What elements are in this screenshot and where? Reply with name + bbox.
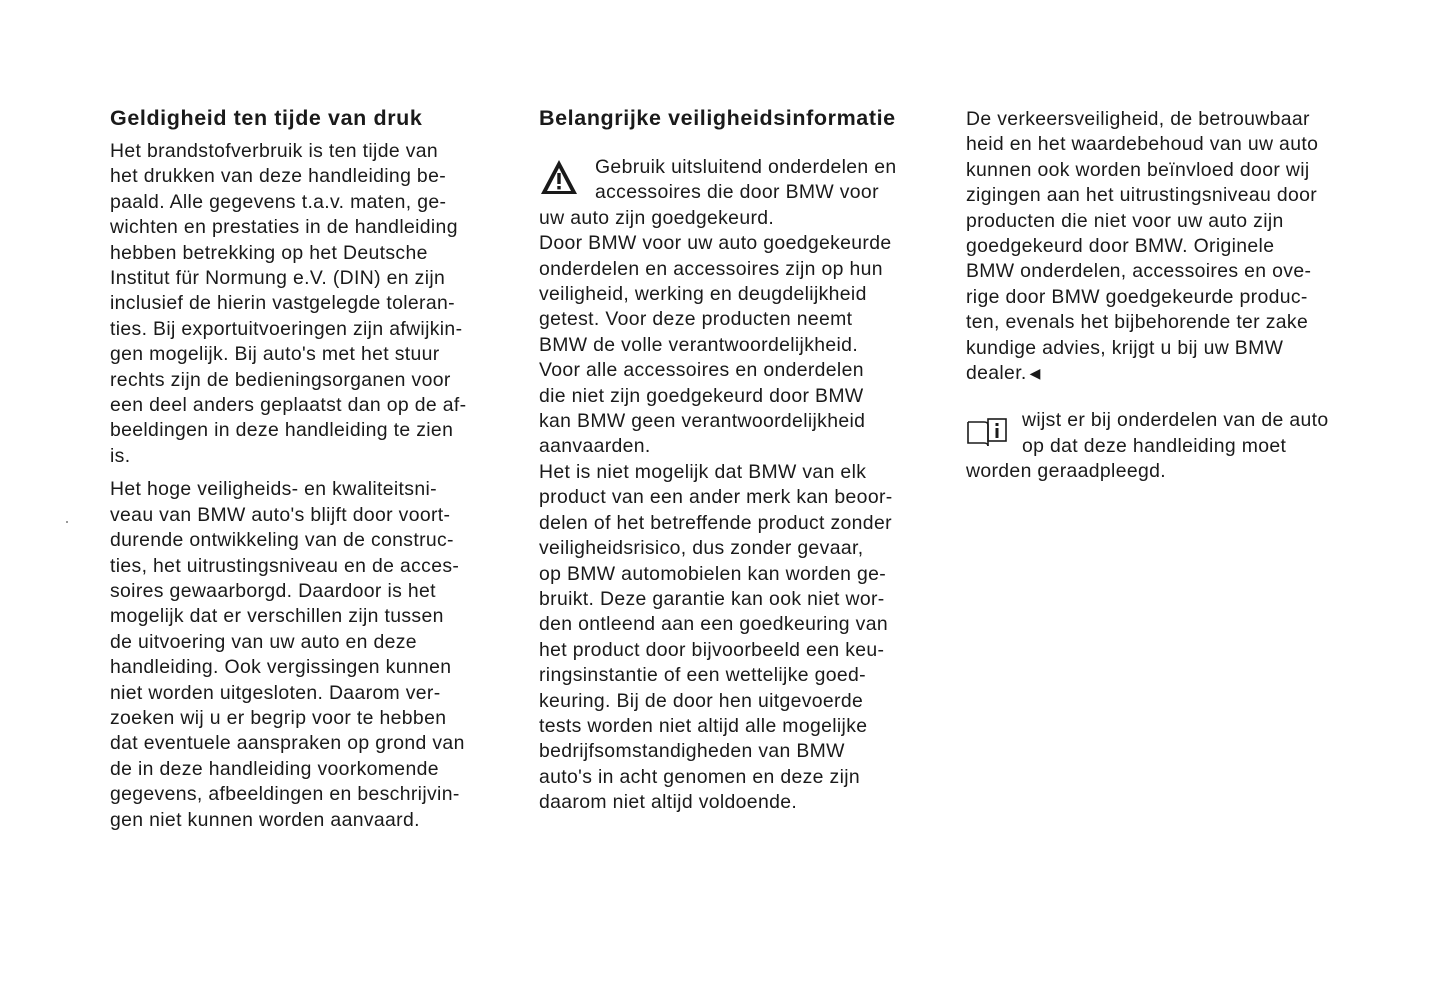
text-line: BMW onderdelen, accessoires en ove-	[966, 260, 1312, 283]
text-line: de uitvoering van uw auto en deze	[110, 630, 417, 653]
warning-triangle-icon	[539, 158, 579, 196]
text-line: heid en het waardebehoud van uw auto	[966, 133, 1319, 156]
text-line: Het hoge veiligheids- en kwaliteitsni-	[110, 478, 437, 501]
info-line: op dat deze handleiding moet	[1022, 434, 1287, 457]
text-line: inclusief de hierin vastgelegde toleran-	[110, 292, 455, 315]
text-line: BMW de volle verantwoordelijkheid.	[539, 333, 859, 356]
text-line: zoeken wij u er begrip voor te hebben	[110, 706, 447, 729]
text-line: Institut für Normung e.V. (DIN) en zijn	[110, 267, 446, 290]
text-line: delen of het betreffende product zonder	[539, 511, 892, 534]
text-line: getest. Voor deze producten neemt	[539, 308, 853, 331]
text-line: goedgekeurd door BMW. Originele	[966, 235, 1275, 258]
text-line: rige door BMW goedgekeurde produc-	[966, 285, 1308, 308]
info-line: wijst er bij onderdelen van de auto	[1022, 409, 1329, 432]
text-line: gegevens, afbeeldingen en beschrijvin-	[110, 783, 460, 806]
text-line: het product door bijvoorbeeld een keu-	[539, 638, 885, 661]
text-line: rechts zijn de bedieningsorganen voor	[110, 368, 451, 391]
text-line: de in deze handleiding voorkomende	[110, 757, 439, 780]
text-line: onderdelen en accessoires zijn op hun	[539, 257, 883, 280]
text-line: keuring. Bij de door hen uitgevoerde	[539, 689, 864, 712]
text-line: beeldingen in deze handleiding te zien	[110, 419, 454, 442]
text-line: aanvaarden.	[539, 435, 651, 458]
text-line: auto's in acht genomen en deze zijn	[539, 765, 861, 788]
text-line: uw auto zijn goedgekeurd.	[539, 206, 775, 229]
text-line	[966, 361, 1363, 386]
text-line: handleiding. Ook vergissingen kunnen	[110, 656, 452, 679]
text-line: een deel anders geplaatst dan op de af-	[110, 394, 467, 417]
text-line: tests worden niet altijd alle mogelijke	[539, 714, 868, 737]
text-line: veiligheid, werking en deugdelijkheid	[539, 283, 867, 306]
text-line: paald. Alle gegevens t.a.v. maten, ge-	[110, 190, 447, 213]
text-line: kan BMW geen verantwoordelijkheid	[539, 410, 866, 433]
text-line: ten, evenals het bijbehorende ter zake	[966, 311, 1309, 334]
text-line: wichten en prestaties in de handleiding	[110, 216, 458, 239]
paragraph-quality-level	[110, 477, 520, 833]
info-line: worden geraadpleegd.	[966, 460, 1166, 483]
heading-validity: Geldigheid ten tijde van druk	[110, 106, 423, 130]
text-line: den ontleend aan een goedkeuring van	[539, 613, 888, 636]
text-line: zigingen aan het uitrustingsniveau door	[966, 184, 1318, 207]
warning-block	[539, 155, 951, 206]
text-line: bedrijfsomstandigheden van BMW	[539, 740, 845, 763]
text-line: daarom niet altijd voldoende.	[539, 791, 798, 814]
text-line: is.	[110, 444, 131, 467]
text-line: bruikt. Deze garantie kan ook niet wor-	[539, 587, 885, 610]
info-block	[966, 408, 1363, 484]
text-line: ties, het uitrustingsniveau en de acces-	[110, 554, 460, 577]
text-line: die niet zijn goedgekeurd door BMW	[539, 384, 864, 407]
text-line: veau van BMW auto's blijft door voort-	[110, 503, 451, 526]
text-line: Door BMW voor uw auto goedgekeurde	[539, 232, 892, 255]
text-line: hebben betrekking op het Deutsche	[110, 241, 428, 264]
text-line: kunnen ook worden beïnvloed door wij	[966, 158, 1310, 181]
scan-speck	[66, 521, 68, 523]
manual-info-icon	[966, 416, 1010, 446]
text-line: Voor alle accessoires en onderdelen	[539, 359, 864, 382]
text-line: ties. Bij exportuitvoeringen zijn afwijkin-	[110, 317, 463, 340]
heading-safety-info: Belangrijke veiligheidsinformatie	[539, 106, 896, 130]
column-validity	[110, 103, 520, 833]
paragraph-road-safety	[966, 107, 1363, 386]
text-line: kundige advies, krijgt u bij uw BMW	[966, 336, 1284, 359]
text-line: De verkeersveiligheid, de betrouwbaar	[966, 108, 1310, 130]
warning-line: accessoires die door BMW voor	[595, 181, 879, 204]
paragraph-safety-body	[539, 206, 951, 816]
text-line: gen mogelijk. Bij auto's met het stuur	[110, 343, 440, 366]
text-line: ringsinstantie of een wettelijke goed-	[539, 664, 866, 687]
text-line: Het is niet mogelijk dat BMW van elk	[539, 460, 867, 483]
text-line: mogelijk dat er verschillen zijn tussen	[110, 605, 444, 628]
text-line: veiligheidsrisico, dus zonder gevaar,	[539, 537, 864, 560]
text-line: dat eventuele aanspraken op grond van	[110, 732, 465, 755]
text-line: product van een ander merk kan beoor-	[539, 486, 893, 509]
end-of-section-icon: ◀	[1029, 365, 1041, 382]
column-road-safety	[966, 103, 1363, 485]
text-line: durende ontwikkeling van de construc-	[110, 529, 454, 552]
warning-line: Gebruik uitsluitend onderdelen en	[595, 156, 897, 178]
text-line: soires gewaarborgd. Daardoor is het	[110, 579, 436, 602]
paragraph-fuel-consumption	[110, 139, 520, 469]
text-dealer: dealer.	[966, 362, 1027, 385]
text-line: niet worden uitgesloten. Daarom ver-	[110, 681, 441, 704]
text-line: het drukken van deze handleiding be-	[110, 165, 447, 188]
text-line: Het brandstofverbruik is ten tijde van	[110, 140, 439, 162]
text-line: gen niet kunnen worden aanvaard.	[110, 808, 420, 831]
text-line: op BMW automobielen kan worden ge-	[539, 562, 887, 585]
column-safety-info	[539, 103, 951, 816]
text-line: producten die niet voor uw auto zijn	[966, 209, 1284, 232]
